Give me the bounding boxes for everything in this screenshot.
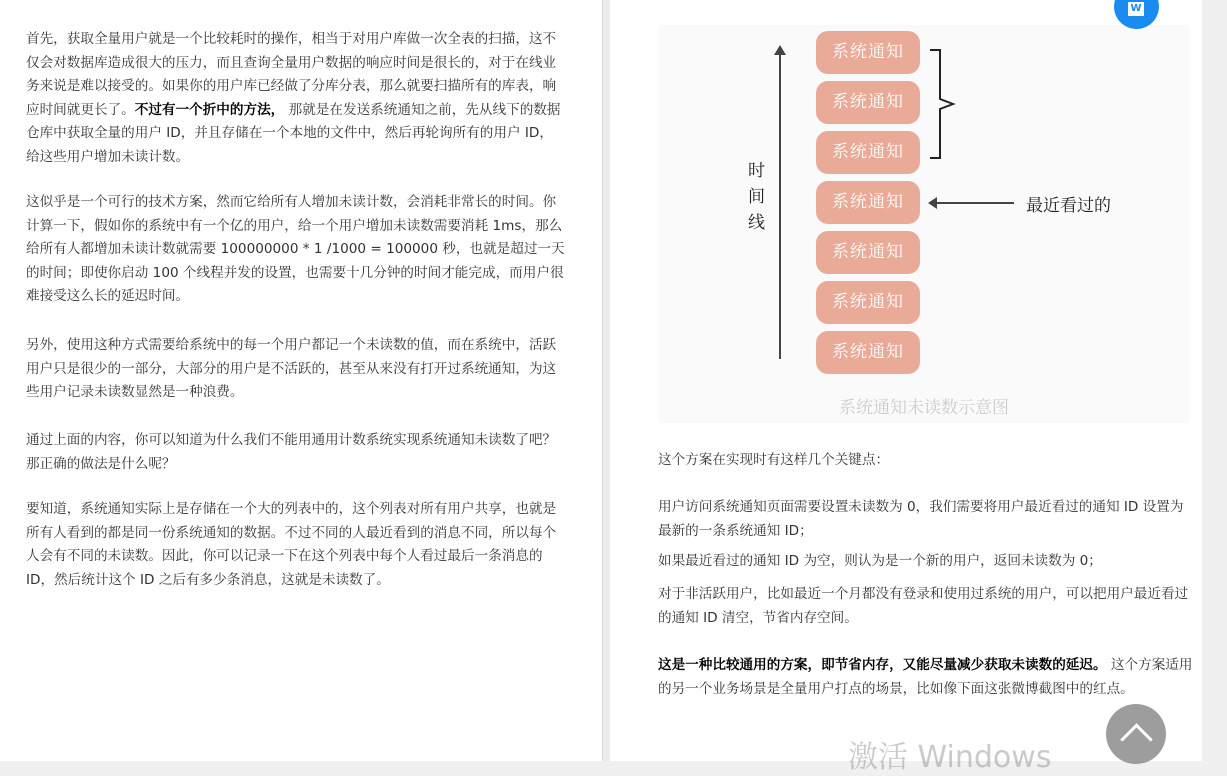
word-icon: W — [1128, 2, 1144, 16]
notification-box: 系统通知 — [816, 131, 920, 174]
bold-text: 不过有一个折中的方法， — [134, 101, 285, 118]
back-to-top-button[interactable] — [1106, 704, 1166, 764]
unread-diagram — [658, 25, 1190, 423]
paragraph-text: 首先，获取全量用户就是一个比较耗时的操作，相当于对用户库做一次全表的扫描，这不仅会对数据库造成很大的压力，而且查询全量用户数据的响应时间是很长的，对于在线业务来说是难以接受的。如果你的用户库已经做了分库分表，那么就要扫描所有的库表，响应时间就更长了。 — [26, 31, 557, 118]
paragraph-text: 那就是在发送系统通知之前，先从线下的数据仓库中获取全量的用户 ID，并且存储在一个本地的文件中，然后再轮询所有的用户 ID，给这些用户增加未读计数。 — [26, 101, 561, 165]
right-page — [610, 0, 1202, 761]
paragraph: 通过上面的内容，你可以知道为什么我们不能用通用计数系统实现系统通知未读数了吧？那正确的做法是什么呢？ — [26, 432, 557, 472]
recent-label: 最近看过的 — [1026, 196, 1111, 216]
recent-arrow — [934, 202, 1014, 204]
timeline-axis — [779, 49, 781, 359]
brace-icon — [926, 47, 966, 167]
paragraph-text: 这个方案适用的另一个业务场景是全量用户打点的场景，比如像下面这张微博截图中的红点。 — [658, 657, 1193, 697]
notification-box: 系统通知 — [816, 231, 920, 274]
paragraph — [658, 654, 1194, 701]
list-intro: 这个方案在实现时有这样几个关键点： — [658, 452, 890, 468]
paragraph: 这似乎是一个可行的技术方案，然而它给所有人增加未读计数，会消耗非常长的时间。你计算一下，假如你的系统中有一个亿的用户，给一个用户增加未读数需要消耗 1ms，那么给所有人都增加未读计数就需要 100000000 * 1 /1000 = 100000 秒，也就是超过一天的时间；即使你启动 100 个线程并发的设置，也需要十几分钟的时间才能完成，而用户很难接受这么长的延迟时间。 — [26, 194, 565, 305]
paragraph — [26, 28, 566, 170]
notification-box: 系统通知 — [816, 331, 920, 374]
bold-text: 这是一种比较通用的方案，即节省内存，又能尽量减少获取未读数的延迟。 — [658, 657, 1107, 673]
page-divider — [602, 0, 610, 761]
notification-box: 系统通知 — [816, 81, 920, 124]
list-item: 用户访问系统通知页面需要设置未读数为 0，我们需要将用户最近看过的通知 ID 设置为最新的一条系统通知 ID； — [658, 499, 1184, 539]
left-page — [0, 0, 602, 761]
list-item: 对于非活跃用户，比如最近一个月都没有登录和使用过系统的用户，可以把用户最近看过的通知 ID 清空，节省内存空间。 — [658, 586, 1189, 626]
scrollbar-track[interactable] — [1202, 0, 1227, 761]
windows-activation-watermark: 激活 Windows — [848, 740, 1052, 775]
notification-box: 系统通知 — [816, 281, 920, 324]
list-item: 如果最近看过的通知 ID 为空，则认为是一个新的用户，返回未读数为 0； — [658, 553, 1102, 569]
paragraph: 要知道，系统通知实际上是存储在一个大的列表中的，这个列表对所有用户共享，也就是所有人看到的都是同一份系统通知的数据。不过不同的人最近看到的消息不同，所以每个人会有不同的未读数。因此，你可以记录一下在这个列表中每个人看过最后一条消息的 ID，然后统计这个 ID 之后有多少条消息，这就是未读数了。 — [26, 501, 557, 588]
figure-caption: 系统通知未读数示意图 — [839, 398, 1009, 418]
notification-box: 系统通知 — [816, 31, 920, 74]
notification-box: 系统通知 — [816, 181, 920, 224]
timeline-label: 时间线 — [748, 161, 765, 233]
paragraph: 另外，使用这种方式需要给系统中的每一个用户都记一个未读数的值，而在系统中，活跃用户只是很少的一部分，大部分的用户是不活跃的，甚至从来没有打开过系统通知，为这些用户记录未读数显然是一种浪费。 — [26, 337, 557, 401]
